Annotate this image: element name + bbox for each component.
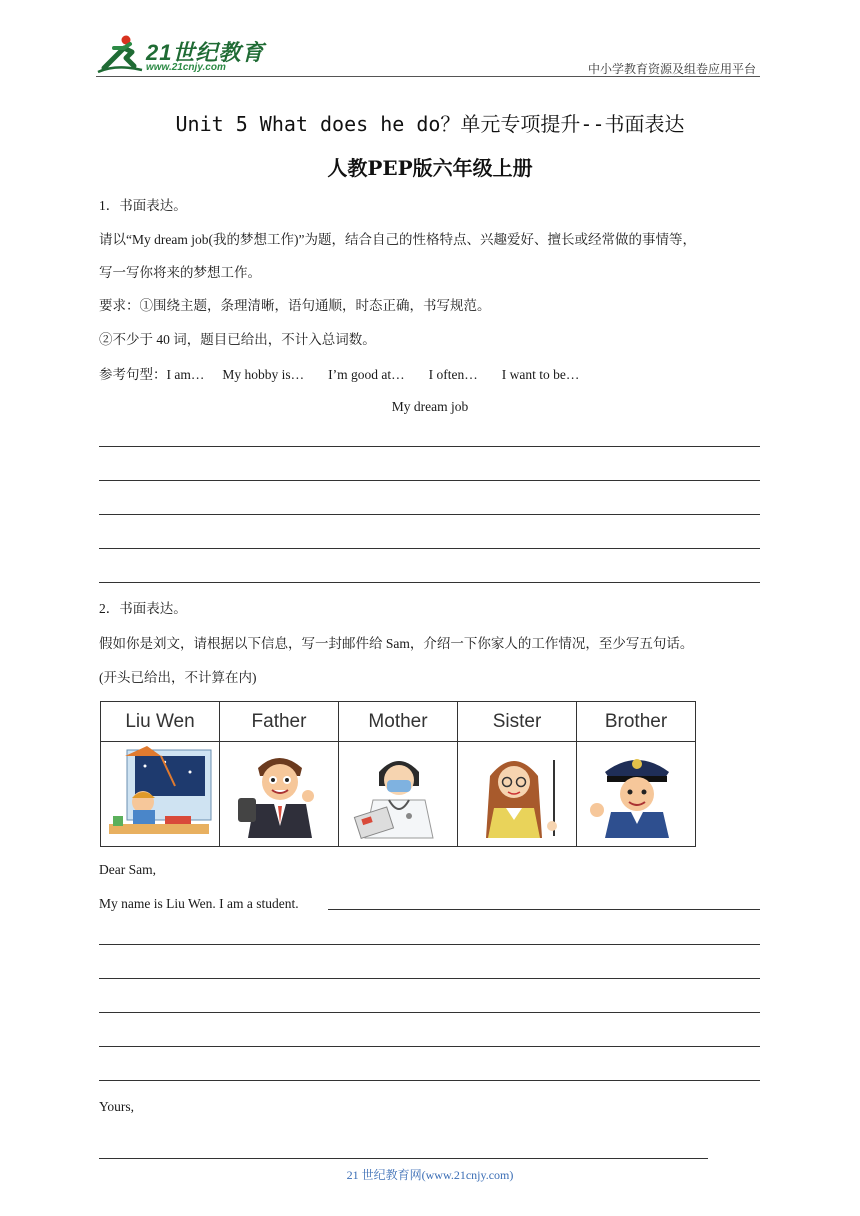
writing-line[interactable] (99, 480, 760, 481)
writing-line[interactable] (99, 978, 760, 979)
header-divider (96, 76, 760, 77)
letter-closing: Yours, (99, 1099, 135, 1114)
student-studying-illustration (105, 746, 215, 842)
table-header-sister: Sister (458, 702, 577, 742)
platform-label: 中小学教育资源及组卷应用平台 (587, 62, 756, 76)
runner-logo-icon (96, 34, 144, 74)
phrase-label: 参考句型： (99, 367, 167, 382)
teacher-illustration (462, 746, 572, 842)
q1-reference-phrases (99, 366, 603, 384)
q2-number: 2．书面表达。 (99, 601, 187, 616)
table-header-liu-wen: Liu Wen (101, 702, 220, 742)
worksheet-title: Unit 5 What does he do？单元专项提升--书面表达 (175, 112, 685, 136)
page-footer: 21 世纪教育网(www.21cnjy.com) (346, 1168, 514, 1182)
letter-greeting: Dear Sam, (99, 862, 156, 877)
phrase-item: I am… (166, 367, 205, 382)
worksheet-subtitle: 人教PEP版六年级上册 (327, 156, 533, 180)
q2-prompt-line1: 假如你是刘文，请根据以下信息，写一封邮件给 Sam，介绍一下你家人的工作情况，至少写五句话。 (99, 636, 694, 651)
writing-line[interactable] (99, 548, 760, 549)
writing-line[interactable] (99, 446, 760, 447)
police-officer-illustration (581, 746, 691, 842)
writing-line[interactable] (99, 1080, 760, 1081)
letter-opening: My name is Liu Wen. I am a student. (99, 896, 299, 911)
doctor-illustration (343, 746, 453, 842)
footer-divider (99, 1158, 708, 1159)
writing-line[interactable] (99, 582, 760, 583)
logo-text: 21世纪教育 (146, 40, 265, 65)
essay-title: My dream job (391, 399, 469, 414)
table-header-brother: Brother (577, 702, 696, 742)
writing-line[interactable] (99, 514, 760, 515)
table-cell-sister (458, 742, 577, 847)
q1-requirement-1: 要求：①围绕主题，条理清晰，语句通顺，时态正确，书写规范。 (99, 298, 491, 313)
table-header-mother: Mother (339, 702, 458, 742)
writing-line[interactable] (99, 1046, 760, 1047)
businessman-illustration (224, 746, 334, 842)
q1-number: 1．书面表达。 (99, 198, 187, 213)
phrase-item: I’m good at… (328, 367, 405, 382)
writing-line[interactable] (99, 944, 760, 945)
q1-prompt-line1: 请以“My dream job(我的梦想工作)”为题，结合自己的性格特点、兴趣爱好、擅长或经常做的事情等， (99, 232, 696, 247)
logo-url: www.21cnjy.com (146, 62, 226, 73)
table-cell-mother (339, 742, 458, 847)
table-header-father: Father (220, 702, 339, 742)
phrase-item: My hobby is… (222, 367, 305, 382)
site-logo (96, 34, 266, 74)
table-cell-father (220, 742, 339, 847)
page-header (96, 30, 760, 78)
q2-prompt-line2: (开头已给出，不计算在内) (99, 670, 257, 685)
phrase-item: I want to be… (501, 367, 580, 382)
table-cell-brother (577, 742, 696, 847)
phrase-item: I often… (428, 367, 478, 382)
q1-prompt-line2: 写一写你将来的梦想工作。 (99, 265, 261, 280)
writing-line[interactable] (328, 909, 760, 910)
writing-line[interactable] (99, 1012, 760, 1013)
q1-requirement-2: ②不少于 40 词，题目已给出，不计入总词数。 (99, 332, 376, 347)
table-cell-liu-wen (101, 742, 220, 847)
family-jobs-table (100, 701, 696, 847)
